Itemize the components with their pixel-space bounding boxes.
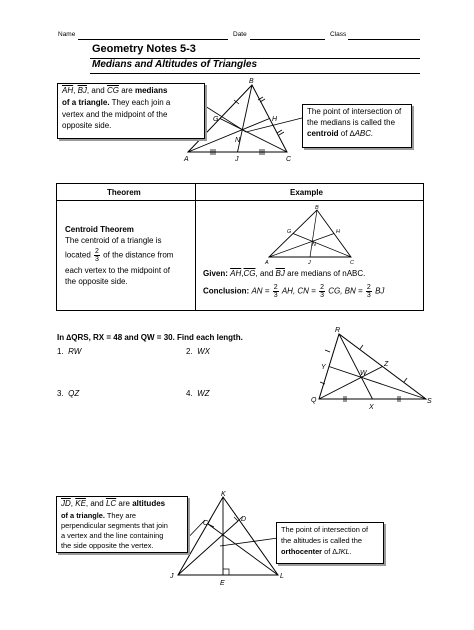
theorem-table: Theorem Example Centroid Theorem The centroid of a triangle is located $\frac{2}{3}$ of the distance from each vertex to the midpoint of the opposite side. A B C G H J N Given: $\overline{AH},\overline{CG}$, and $\overline{BJ}$ are medians of nABC. Conclusion: AN = $\frac{2}{3}$ AH, CN = $\frac{2}{3}$ CG, BN = $\frac{2}{3}$ BJ [56,183,424,311]
example-triangle-figure [261,202,365,266]
median-rx [339,334,373,399]
point-label-x: X [369,404,374,411]
class-label: Class [330,31,347,38]
orthocenter-callout-box [276,522,384,564]
exercise-item-4: 4. WZ [186,389,210,398]
conclusion-ah: AH, CN = [281,286,316,296]
alt-text-1: They are [106,511,137,520]
median-sy [329,367,426,400]
date-field-line[interactable] [250,39,325,40]
def-text-1: They each join a [111,98,171,107]
term-orthocenter: orthocenter [281,547,323,556]
conclusion-bj: BJ [375,286,385,296]
centroid-callout-box [302,104,412,148]
class-field-line[interactable] [348,39,420,40]
example-label-j: J [308,260,311,266]
example-label-h: H [336,229,340,235]
vertex-label-a: A [184,156,189,163]
column-header-theorem: Theorem [107,188,141,197]
alt-of-triangle: of a triangle. [61,511,105,520]
ortho-of: of [324,547,331,556]
point-label-g: G [213,116,219,123]
callout-of: of [340,129,348,138]
table-column-divider [195,184,196,310]
conclusion-fraction-3: $\frac{2}{3}$ [366,284,371,299]
point-label-y: Y [321,364,326,371]
conclusion-fraction-1: $\frac{2}{3}$ [273,284,278,299]
exercise-item-3: 3. QZ [57,389,80,398]
median-cg [220,119,287,153]
example-median-bj [310,210,317,257]
example-label-b: B [315,205,319,211]
conclusion-label: Conclusion: [203,286,250,296]
tick-mark [325,350,330,352]
vertex-label-b: B [249,78,254,85]
fraction-two-thirds: $\frac{2}{3}$ [95,248,99,263]
alt-and: , and [85,499,104,508]
centroid-theorem-title: Centroid Theorem [65,225,134,234]
median-q [319,367,383,400]
def-of-triangle: of a triangle. [62,98,110,107]
triangle-qrs [319,334,426,399]
vertex-label-q: Q [311,397,317,404]
example-label-c: C [350,260,354,266]
def-and: , and [86,86,105,95]
segment-lc: $\overline{LC}$ [105,499,117,508]
point-label-c: C [203,520,209,527]
callout-text-1: The point of intersection of [307,107,402,116]
exercise-prompt: In ∆QRS, RX = 48 and QW = 30. Find each length. [57,333,243,342]
ortho-text-2: the altitudes is called the [281,536,362,545]
point-label-h: H [272,116,278,123]
name-field-line[interactable] [78,39,228,40]
alt-text-4: the side opposite the vertex. [61,541,154,550]
def-text-2: vertex and the midpoint of the [62,110,168,119]
point-label-n: N [235,137,241,144]
triangle-qrs-figure [305,322,440,414]
alt-text-3: a vertex and the line containing [61,531,164,540]
centroid-theorem-line3: each vertex to the midpoint of [65,266,170,275]
centroid-theorem-line2: of the distance from [103,250,174,260]
table-header-divider [57,200,423,201]
segment-ke: $\overline{KE}$ [75,499,86,508]
tick-mark [404,378,407,382]
triangle-jkl [178,497,278,575]
centroid-theorem-line4: the opposite side. [65,277,128,286]
alt-are: are [118,499,130,508]
conclusion-cg: CG, BN = [328,286,363,296]
point-label-z: Z [384,361,389,368]
exercise-item-2: 2. WX [186,347,211,356]
given-and: and [259,269,274,278]
right-angle-mark [208,518,214,527]
segment-bj: $\overline{BJ}$ [77,86,87,95]
point-label-j: J [235,156,239,163]
right-angle-mark [223,569,229,575]
given-seg-bj: $\overline{BJ}$ [275,269,285,278]
def-text-3: opposite side. [62,121,112,130]
conclusion-fraction-2: $\frac{2}{3}$ [320,284,324,299]
example-label-a: A [265,260,269,266]
date-label: Date [233,31,247,38]
callout-text-2: the medians is called the [307,118,396,127]
given-seg-cg: $\overline{CG}$ [243,269,256,278]
point-label-w: W [360,370,367,377]
name-label: Name [58,31,76,38]
altitude-lc [208,524,278,575]
given-label: Given: [203,269,228,278]
tick-mark [279,132,284,135]
given-seg-ah: $\overline{AH}$ [230,269,242,278]
tick-mark [360,345,363,349]
example-label-g: G [287,229,292,235]
vertex-label-c: C [286,156,292,163]
page-subtitle: Medians and Altitudes of Triangles [92,59,258,70]
segment-ah: $\overline{AH}$ [62,86,74,95]
exercise-item-1: 1. RW [57,347,82,356]
vertex-label-l: L [280,573,284,580]
altitudes-definition-box: $\overline{JD}$, $\overline{KE}$, and $\overline{LC}$ are altitudes of a triangle. They are perpendicular segments that join a vertex and the line containing the side opposite the vertex. [56,496,188,553]
ortho-text-1: The point of intersection of [281,525,369,534]
vertex-label-r: R [335,327,341,334]
tick-mark [277,130,282,133]
term-altitudes: altitudes [132,499,166,508]
example-label-n: N [312,242,316,248]
vertex-label-j: J [170,573,174,580]
segment-cg: $\overline{CG}$ [106,86,119,95]
tick-mark [260,99,265,102]
vertex-label-k: K [221,491,226,498]
segment-jd: $\overline{JD}$ [61,499,71,508]
centroid-theorem-line1: The centroid of a triangle is [65,236,162,245]
point-label-e: E [220,580,225,587]
given-rest: are medians of nABC. [287,269,366,278]
medians-definition-box: $\overline{AH}$, $\overline{BJ}$, and $\overline{CG}$ are medians of a triangle. They each join a vertex and the midpoint of the opposite side. [57,83,205,139]
def-are: are [121,86,133,95]
conclusion-an: AN = [251,286,270,296]
point-label-d: D [241,516,247,523]
alt-text-2: perpendicular segments that join [61,521,168,530]
callout-triangle: ∆ABC. [349,129,374,138]
centroid-theorem-located: located [65,250,91,260]
ortho-triangle: ∆JKL. [332,547,352,556]
term-centroid: centroid [307,129,339,138]
vertex-label-s: S [427,398,432,405]
column-header-example: Example [290,188,323,197]
page-title: Geometry Notes 5-3 [92,43,196,55]
term-medians: medians [134,86,168,95]
